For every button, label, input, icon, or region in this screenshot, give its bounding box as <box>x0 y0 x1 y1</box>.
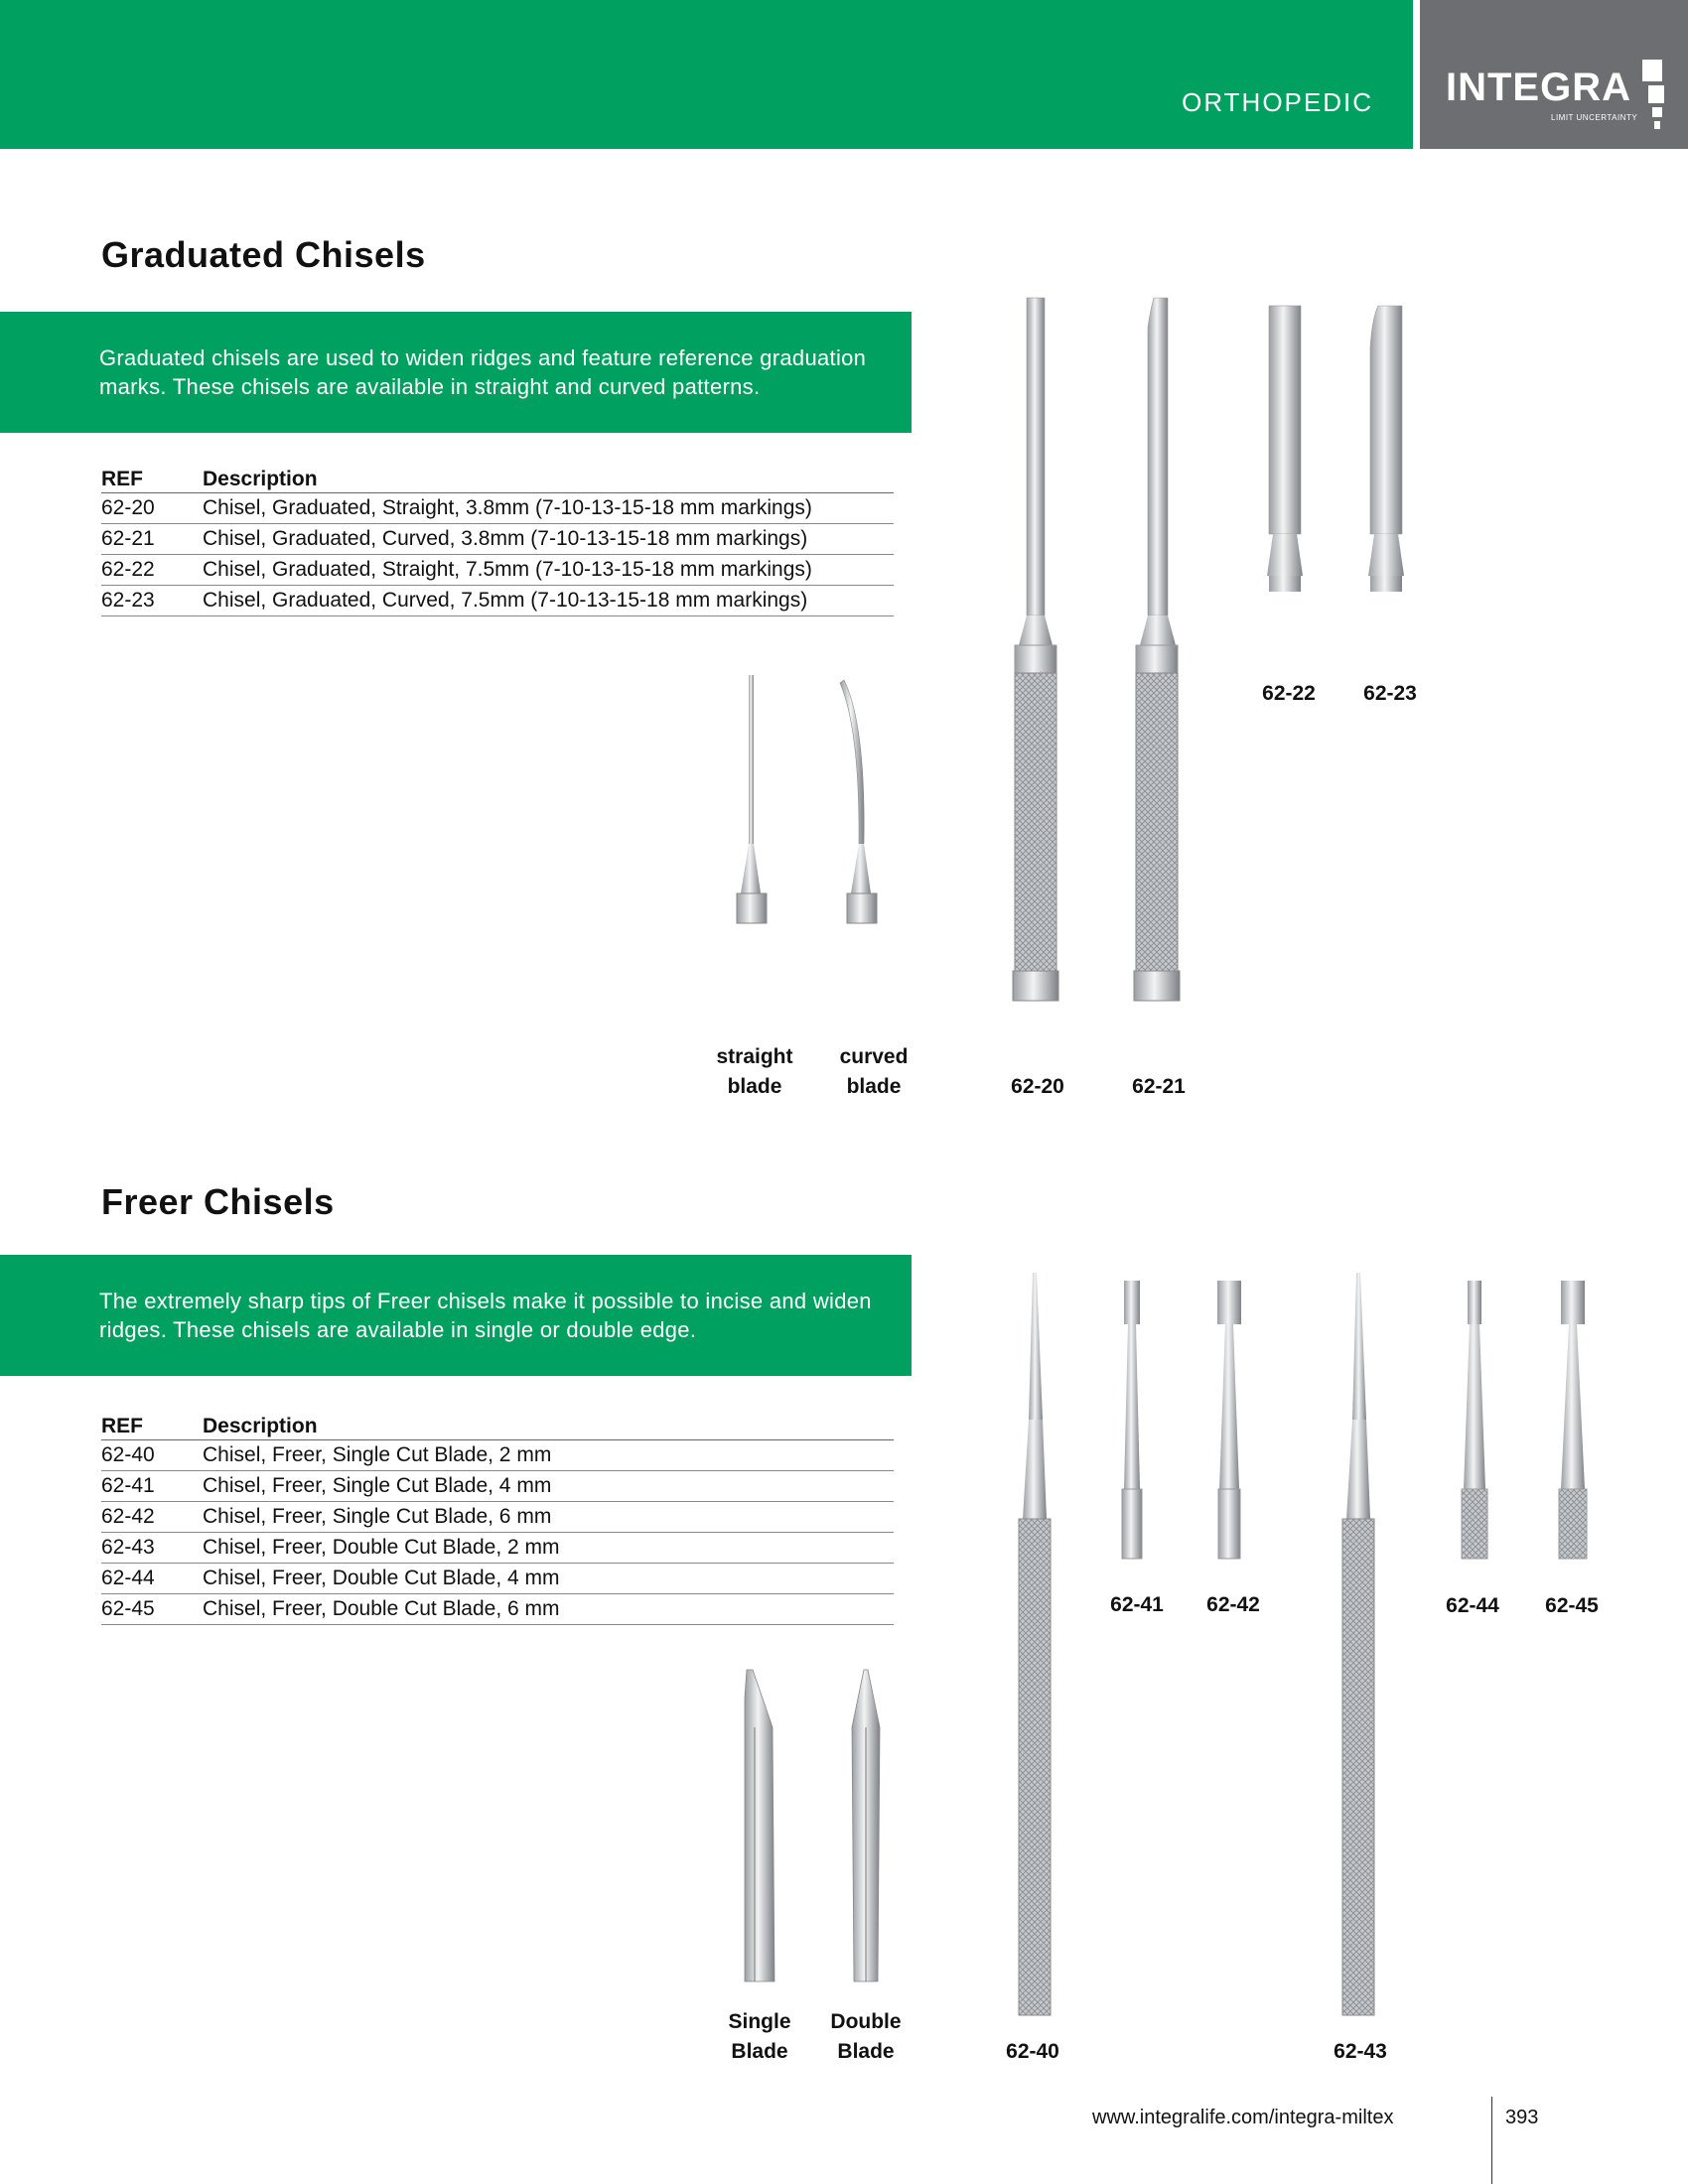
chisel-62-44 <box>1462 1281 1487 1559</box>
label-line: blade <box>846 1075 902 1098</box>
ref-cell: 62-22 <box>101 555 203 586</box>
ref-cell: 62-40 <box>101 1440 203 1471</box>
freer-description: The extremely sharp tips of Freer chisels make it possible to incise and widen ridges. These chisels are available in single or double edge. <box>99 1289 872 1342</box>
ref-header: REF <box>101 467 203 493</box>
chisel-62-20 <box>1013 298 1058 1001</box>
ref-header: REF <box>101 1414 203 1440</box>
chisel-62-21 <box>1134 298 1180 1001</box>
description-cell: Chisel, Freer, Single Cut Blade, 4 mm <box>203 1471 894 1502</box>
footer-url: www.integralife.com/integra-miltex <box>1092 2107 1394 2128</box>
label-line: Blade <box>731 2040 788 2063</box>
chisel-62-45 <box>1559 1281 1587 1559</box>
label-62-44: 62-44 <box>1446 1594 1499 1617</box>
label-line: Blade <box>837 2040 895 2063</box>
chisel-62-40 <box>1019 1273 1051 2015</box>
ref-cell: 62-44 <box>101 1564 203 1594</box>
description-cell: Chisel, Freer, Single Cut Blade, 2 mm <box>203 1440 894 1471</box>
label-62-43: 62-43 <box>1334 2040 1387 2063</box>
label-62-22: 62-22 <box>1262 682 1316 705</box>
label-62-23: 62-23 <box>1363 682 1417 705</box>
footer-divider <box>1491 2097 1492 2184</box>
chisel-62-23 <box>1368 306 1404 592</box>
label-62-20: 62-20 <box>1011 1075 1064 1098</box>
straight-blade-detail <box>737 675 767 923</box>
logo-mark-icon <box>1640 60 1670 131</box>
chisel-62-41 <box>1122 1281 1142 1559</box>
ref-cell: 62-42 <box>101 1502 203 1533</box>
double-blade-detail <box>852 1670 880 1981</box>
graduated-title: Graduated Chisels <box>101 234 426 275</box>
label-line: Double <box>830 2010 902 2033</box>
brand-name: INTEGRA <box>1446 66 1631 109</box>
label-62-42: 62-42 <box>1206 1593 1260 1616</box>
ref-cell: 62-45 <box>101 1594 203 1625</box>
description-cell: Chisel, Graduated, Straight, 7.5mm (7-10-13-15-18 mm markings) <box>203 555 894 586</box>
graduated-description: Graduated chisels are used to widen ridges and feature reference graduation marks. These chisels are available in straight and curved patterns. <box>99 345 867 399</box>
category-label: ORTHOPEDIC <box>1182 87 1373 117</box>
label-line: curved <box>839 1045 909 1068</box>
ref-cell: 62-23 <box>101 586 203 616</box>
label-62-45: 62-45 <box>1545 1594 1599 1617</box>
ref-cell: 62-41 <box>101 1471 203 1502</box>
description-cell: Chisel, Graduated, Curved, 3.8mm (7-10-13-15-18 mm markings) <box>203 524 894 555</box>
description-cell: Chisel, Freer, Single Cut Blade, 6 mm <box>203 1502 894 1533</box>
straight-blade-label <box>695 1042 814 1102</box>
brand-logo <box>1420 0 1688 149</box>
single-blade-detail <box>745 1670 774 1981</box>
label-line: Single <box>728 2010 791 2033</box>
description-header: Description <box>203 467 894 493</box>
ref-cell: 62-20 <box>101 493 203 524</box>
chisel-62-22 <box>1267 306 1303 592</box>
chisel-62-43 <box>1342 1273 1374 2015</box>
graduated-chisel-photos <box>695 288 1450 1062</box>
freer-title: Freer Chisels <box>101 1181 335 1222</box>
label-line: straight <box>716 1045 793 1068</box>
description-cell: Chisel, Freer, Double Cut Blade, 2 mm <box>203 1533 894 1564</box>
single-blade-label <box>700 2007 819 2067</box>
ref-cell: 62-21 <box>101 524 203 555</box>
double-blade-label <box>806 2007 925 2067</box>
ref-cell: 62-43 <box>101 1533 203 1564</box>
label-line: blade <box>727 1075 782 1098</box>
brand-tagline: LIMIT UNCERTAINTY <box>1551 113 1638 122</box>
description-cell: Chisel, Freer, Double Cut Blade, 6 mm <box>203 1594 894 1625</box>
description-cell: Chisel, Graduated, Straight, 3.8mm (7-10-13-15-18 mm markings) <box>203 493 894 524</box>
freer-chisel-photos <box>695 1261 1618 2035</box>
curved-blade-label <box>814 1042 933 1102</box>
page-number: 393 <box>1505 2107 1539 2128</box>
label-62-40: 62-40 <box>1006 2040 1059 2063</box>
header-band <box>0 0 1413 149</box>
description-header: Description <box>203 1414 894 1440</box>
label-62-41: 62-41 <box>1110 1593 1164 1616</box>
curved-blade-detail <box>840 680 877 923</box>
label-62-21: 62-21 <box>1132 1075 1186 1098</box>
description-cell: Chisel, Freer, Double Cut Blade, 4 mm <box>203 1564 894 1594</box>
chisel-62-42 <box>1217 1281 1241 1559</box>
description-cell: Chisel, Graduated, Curved, 7.5mm (7-10-13-15-18 mm markings) <box>203 586 894 616</box>
